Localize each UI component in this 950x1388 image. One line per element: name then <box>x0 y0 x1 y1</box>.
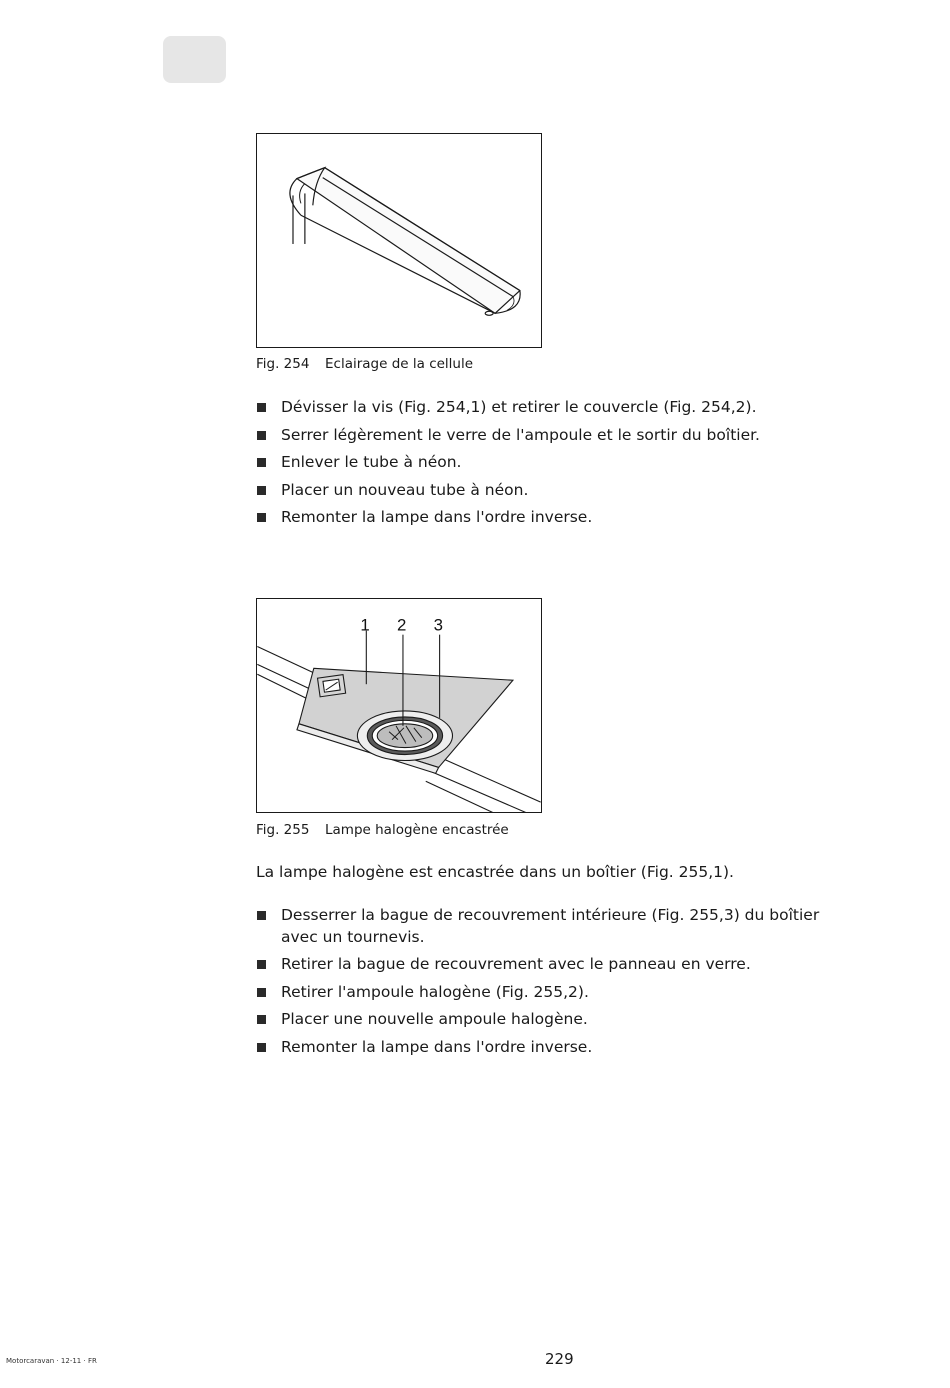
caption-number: Fig. 254 <box>256 356 310 372</box>
chapter-tab <box>163 36 226 83</box>
list-item: Retirer la bague de recouvrement avec le panneau en verre. <box>256 953 856 975</box>
callout-label-2: 2 <box>397 615 407 635</box>
list-item: Placer un nouveau tube à néon. <box>256 479 856 501</box>
bullet-square-icon <box>257 458 266 467</box>
list-item: Placer une nouvelle ampoule halogène. <box>256 1008 856 1030</box>
bullet-square-icon <box>257 486 266 495</box>
bullet-square-icon <box>257 1043 266 1052</box>
document-reference: Motorcaravan · 12-11 · FR <box>6 1357 97 1365</box>
list-item: Remonter la lampe dans l'ordre inverse. <box>256 1036 856 1058</box>
halogen-lamp-drawing <box>257 599 541 812</box>
bullet-square-icon <box>257 513 266 522</box>
list-item: Dévisser la vis (Fig. 254,1) et retirer le couvercle (Fig. 254,2). <box>256 396 856 418</box>
bullet-square-icon <box>257 1015 266 1024</box>
list-item: Enlever le tube à néon. <box>256 451 856 473</box>
callout-label-3: 3 <box>433 615 444 635</box>
list-item: Retirer l'ampoule halogène (Fig. 255,2). <box>256 981 856 1003</box>
list-item: Remonter la lampe dans l'ordre inverse. <box>256 506 856 528</box>
figure-255-illustration <box>256 598 542 813</box>
bullet-square-icon <box>257 960 266 969</box>
instruction-list-1 <box>256 396 856 528</box>
caption-number: Fig. 255 <box>256 822 310 838</box>
figure-254-illustration <box>256 133 542 348</box>
figure-254-caption <box>256 356 473 372</box>
list-item: Desserrer la bague de recouvrement intérieure (Fig. 255,3) du boîtier avec un tournevis. <box>256 904 856 948</box>
bullet-square-icon <box>257 431 266 440</box>
list-item: Serrer légèrement le verre de l'ampoule et le sortir du boîtier. <box>256 424 856 446</box>
bullet-square-icon <box>257 403 266 412</box>
callout-label-1: 1 <box>360 615 370 635</box>
instruction-list-2 <box>256 904 856 1058</box>
caption-text: Eclairage de la cellule <box>325 356 474 372</box>
fluorescent-lamp-drawing <box>257 134 541 347</box>
intro-paragraph: La lampe halogène est encastrée dans un boîtier (Fig. 255,1). <box>256 863 734 881</box>
figure-255-caption <box>256 822 509 838</box>
caption-text: Lampe halogène encastrée <box>325 822 509 838</box>
bullet-square-icon <box>257 911 266 920</box>
bullet-square-icon <box>257 988 266 997</box>
page-number: 229 <box>545 1350 574 1368</box>
